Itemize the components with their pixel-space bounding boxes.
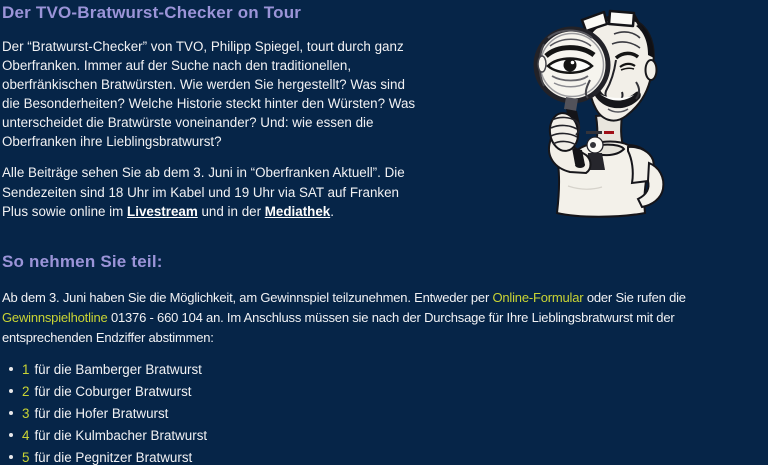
vote-label: für die Kulmbacher Bratwurst: [34, 427, 208, 443]
vote-label: für die Hofer Bratwurst: [34, 405, 169, 421]
vote-number: 3: [22, 405, 30, 421]
broadcast-paragraph: [2, 163, 426, 222]
tour-heading: Der TVO-Bratwurst-Checker on Tour: [2, 3, 302, 22]
vote-option-2: [9, 384, 766, 399]
vote-number: 5: [22, 449, 30, 465]
tour-paragraph: Der “Bratwurst-Checker” von TVO, Philipp Spiegel, tourt durch ganz Oberfranken. Immer auf der Suche nach den traditionellen, oberfränkischen Bratwürsten. Wie werden Sie hergestellt? Was sind die Besonderheiten? Welche Historie steckt hinter den Würsten? Was unterscheidet die Bratwürste voneinander? Und: wie essen die Oberfranken ihre Lieblingsbratwurst?: [2, 39, 416, 149]
caricature-magnifier-icon: [528, 4, 668, 219]
vote-label: für die Bamberger Bratwurst: [34, 361, 202, 377]
vote-number: 2: [22, 383, 30, 399]
tour-text-column: [2, 37, 426, 222]
broadcast-text-3: .: [330, 204, 334, 219]
teilnahme-text-2: oder Sie rufen die: [583, 289, 686, 305]
vote-label: für die Pegnitzer Bratwurst: [34, 449, 193, 465]
livestream-link[interactable]: Livestream: [127, 204, 198, 219]
broadcast-text-1: Alle Beiträge sehen Sie ab dem 3. Juni in “Oberfranken Aktuell”. Die Sendezeiten sind 18 Uhr im Kabel und 19 Uhr via SAT auf Franken Plus sowie online im: [2, 165, 405, 219]
vote-number: 4: [22, 427, 30, 443]
vote-option-4: [9, 428, 766, 443]
teilnahme-intro: [2, 288, 766, 348]
vote-option-5: [9, 450, 766, 465]
broadcast-text-2: und in der: [197, 204, 265, 219]
mediathek-link[interactable]: Mediathek: [264, 204, 331, 219]
teilnahme-heading: So nehmen Sie teil:: [2, 251, 163, 271]
bullet-icon: [9, 367, 13, 371]
vote-option-3: [9, 406, 766, 421]
bratwurst-checker-illustration: [528, 4, 668, 219]
teilnahme-text-3: 01376 - 660 104 an. Im Anschluss müssen sie nach der Durchsage für Ihre Lieblingsbratwurst mit der entsprechenden Endziffer abstimmen:: [2, 309, 675, 345]
teilnahme-text-1: Ab dem 3. Juni haben Sie die Möglichkeit, am Gewinnspiel teilzunehmen. Entweder per: [2, 289, 493, 305]
online-formular-link[interactable]: Online-Formular: [492, 289, 584, 305]
bullet-icon: [9, 455, 13, 459]
vote-options-list: [2, 362, 766, 465]
bullet-icon: [9, 389, 13, 393]
gewinnspielhotline-link[interactable]: Gewinnspielhotline: [2, 309, 108, 325]
vote-label: für die Coburger Bratwurst: [34, 383, 192, 399]
vote-option-1: [9, 362, 766, 377]
vote-number: 1: [22, 361, 30, 377]
bullet-icon: [9, 411, 13, 415]
